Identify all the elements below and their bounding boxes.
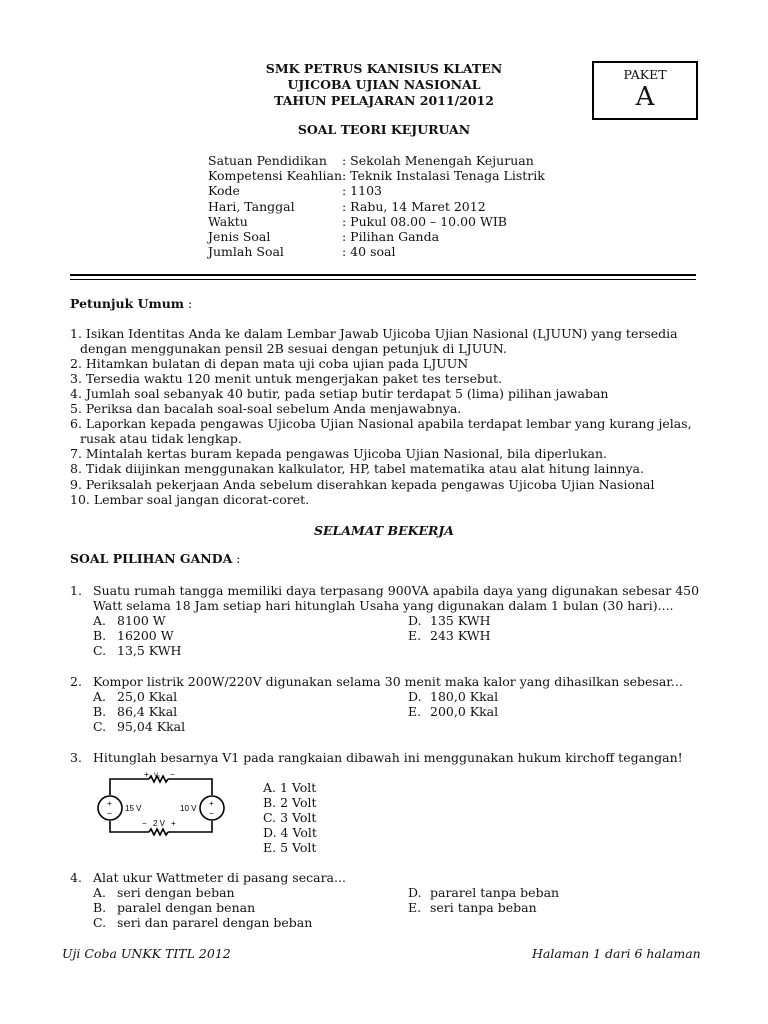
option-e: 200,0 Kkal — [430, 704, 499, 719]
question-number: 1. — [70, 583, 82, 598]
paket-box — [592, 61, 698, 120]
option-label: E. — [408, 704, 422, 719]
option-c: C. 3 Volt — [263, 810, 317, 825]
instruction-item: 6. Laporkan kepada pengawas Ujicoba Ujian Nasional apabila terdapat lembar yang kurang jelas, — [70, 416, 692, 431]
option-label: C. — [93, 643, 107, 658]
option-c: seri dan pararel dengan beban — [117, 915, 313, 930]
option-d: D. 4 Volt — [263, 825, 317, 840]
instruction-item: dengan menggunakan pensil 2B sesuai dengan petunjuk di LJUUN. — [80, 341, 507, 356]
instruction-item: 4. Jumlah soal sebanyak 40 butir, pada setiap butir terdapat 5 (lima) pilihan jawaban — [70, 386, 609, 401]
option-a: A. 1 Volt — [263, 780, 317, 795]
option-d: 135 KWH — [430, 613, 491, 628]
option-e: E. 5 Volt — [263, 840, 317, 855]
document-subtitle: SOAL TEORI KEJURUAN — [297, 122, 471, 137]
option-label: D. — [408, 689, 422, 704]
instruction-item: 2. Hitamkan bulatan di depan mata uji coba ujian pada LJUUN — [70, 356, 469, 371]
info-key: Hari, Tanggal — [208, 199, 295, 214]
bottom-resistor-voltage: 2 V — [153, 819, 166, 828]
divider — [70, 274, 696, 276]
option-label: D. — [408, 613, 422, 628]
option-label: A. — [93, 689, 107, 704]
option-label: B. — [93, 628, 107, 643]
instruction-item: 1. Isikan Identitas Anda ke dalam Lembar Jawab Ujicoba Ujian Nasional (LJUUN) yang tersedia — [70, 326, 678, 341]
instructions-heading — [70, 296, 192, 311]
good-luck-text: SELAMAT BEKERJA — [313, 523, 455, 538]
info-value: : Sekolah Menengah Kejuruan — [342, 153, 534, 168]
option-label: D. — [408, 885, 422, 900]
question-text: Suatu rumah tangga memiliki daya terpasang 900VA apabila daya yang digunakan sebesar 450 — [93, 583, 700, 598]
right-source-voltage: 10 V — [180, 804, 197, 813]
question-number: 4. — [70, 870, 82, 885]
option-label: A. — [93, 613, 107, 628]
instruction-item: 8. Tidak diijinkan menggunakan kalkulator, HP, tabel matematika atau alat hitung lainnya. — [70, 461, 644, 476]
instruction-item: 7. Mintalah kertas buram kepada pengawas Ujicoba Ujian Nasional, bila diperlukan. — [70, 446, 608, 461]
option-a: 25,0 Kkal — [117, 689, 178, 704]
source-minus-sign: − — [107, 809, 112, 818]
option-label: C. — [93, 719, 107, 734]
option-label: E. — [408, 628, 422, 643]
school-name: SMK PETRUS KANISIUS KLATEN — [265, 61, 503, 76]
option-label: A. — [93, 885, 107, 900]
resistor-minus-sign: − — [170, 770, 175, 779]
info-value: : Pilihan Ganda — [342, 229, 440, 244]
questions-title: SOAL PILIHAN GANDA — [70, 551, 233, 566]
instructions-title: Petunjuk Umum — [70, 296, 185, 311]
option-d: 180,0 Kkal — [430, 689, 499, 704]
circuit-diagram — [94, 770, 226, 836]
option-e: 243 KWH — [430, 628, 491, 643]
paket-label: PAKET — [623, 67, 667, 82]
instruction-item: 10. Lembar soal jangan dicorat-coret. — [70, 492, 310, 507]
option-d: pararel tanpa beban — [430, 885, 560, 900]
footer-left: Uji Coba UNKK TITL 2012 — [62, 946, 231, 961]
info-value: : Rabu, 14 Maret 2012 — [342, 199, 486, 214]
option-c: 95,04 Kkal — [117, 719, 186, 734]
option-b: 16200 W — [117, 628, 174, 643]
option-label: B. — [93, 900, 107, 915]
question-text: Watt selama 18 Jam setiap hari hitunglah Usaha yang digunakan dalam 1 bulan (30 hari).... — [93, 598, 674, 613]
info-key: Jumlah Soal — [208, 244, 284, 259]
academic-year: TAHUN PELAJARAN 2011/2012 — [274, 93, 494, 108]
resistor-minus-sign: − — [142, 819, 147, 828]
info-value: : Teknik Instalasi Tenaga Listrik — [342, 168, 545, 183]
info-value: : 1103 — [342, 183, 382, 198]
option-e: seri tanpa beban — [430, 900, 537, 915]
option-b: 86,4 Kkal — [117, 704, 178, 719]
question-number: 2. — [70, 674, 82, 689]
option-label: E. — [408, 900, 422, 915]
source-plus-sign: + — [107, 799, 112, 808]
info-value: : Pukul 08.00 – 10.00 WIB — [342, 214, 507, 229]
question-text: Alat ukur Wattmeter di pasang secara... — [93, 870, 346, 885]
question-number: 3. — [70, 750, 82, 765]
option-label: C. — [93, 915, 107, 930]
option-a: seri dengan beban — [117, 885, 235, 900]
question-text: Hitunglah besarnya V1 pada rangkaian dibawah ini menggunakan hukum kirchoff tegangan! — [93, 750, 683, 765]
instruction-item: 3. Tersedia waktu 120 menit untuk mengerjakan paket tes tersebut. — [70, 371, 503, 386]
resistor-plus-sign: + — [144, 770, 149, 779]
option-b: paralel dengan benan — [117, 900, 256, 915]
exam-name: UJICOBA UJIAN NASIONAL — [287, 77, 481, 92]
questions-heading — [70, 551, 240, 566]
instruction-item: 9. Periksalah pekerjaan Anda sebelum diserahkan kepada pengawas Ujicoba Ujian Nasional — [70, 477, 655, 492]
source-minus-sign: − — [209, 809, 214, 818]
info-key: Satuan Pendidikan — [208, 153, 327, 168]
info-key: Waktu — [208, 214, 248, 229]
resistor-plus-sign: + — [171, 819, 176, 828]
question-text: Kompor listrik 200W/220V digunakan selama 30 menit maka kalor yang dihasilkan sebesar... — [93, 674, 683, 689]
divider — [70, 279, 696, 280]
source-plus-sign: + — [209, 799, 214, 808]
option-b: B. 2 Volt — [263, 795, 317, 810]
info-key: Kompetensi Keahlian — [208, 168, 343, 183]
option-label: B. — [93, 704, 107, 719]
info-key: Kode — [208, 183, 240, 198]
option-a: 8100 W — [117, 613, 166, 628]
left-source-voltage: 15 V — [125, 804, 142, 813]
option-c: 13,5 KWH — [117, 643, 182, 658]
paket-letter: A — [635, 82, 655, 112]
instructions-colon: : — [184, 296, 193, 311]
instruction-item: 5. Periksa dan bacalah soal-soal sebelum Anda menjawabnya. — [70, 401, 462, 416]
info-key: Jenis Soal — [208, 229, 271, 244]
page-indicator: Halaman 1 dari 6 halaman — [532, 946, 701, 961]
instruction-item: rusak atau tidak lengkap. — [80, 431, 242, 446]
top-resistor-voltage: V₁ — [154, 773, 161, 779]
questions-colon: : — [232, 551, 241, 566]
info-value: : 40 soal — [342, 244, 396, 259]
